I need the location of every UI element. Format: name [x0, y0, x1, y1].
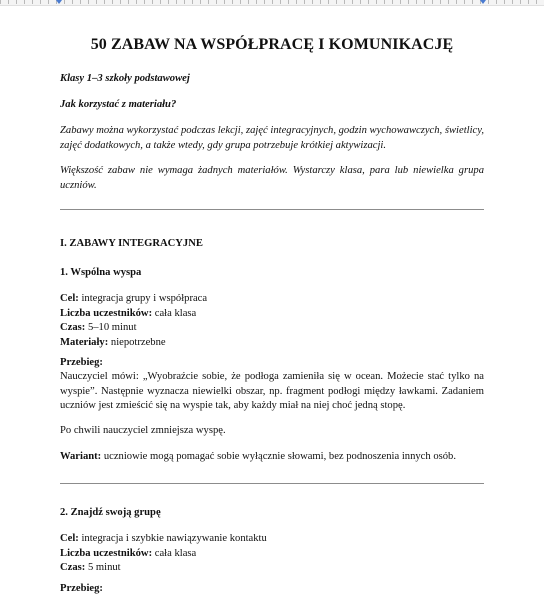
goal-value: integracja grupy i współpraca	[78, 293, 208, 304]
section-divider	[60, 209, 484, 210]
participants-value: cała klasa	[152, 307, 197, 319]
game-2-time	[60, 561, 484, 576]
game-1-participants	[60, 307, 484, 322]
game-1-meta	[60, 292, 484, 350]
game-1-time	[60, 321, 484, 336]
game-2-goal	[60, 532, 484, 547]
audience-line: Klasy 1–3 szkoły podstawowej	[60, 73, 190, 84]
how-to-heading: Jak korzystać z materiału?	[60, 99, 177, 110]
variant-label: Wariant:	[60, 451, 102, 462]
left-indent-marker[interactable]	[56, 0, 62, 4]
game-1-materials	[60, 336, 484, 351]
materials-value: niepotrzebne	[108, 336, 166, 348]
time-value: 5–10 minut	[85, 322, 137, 333]
goal-value: integracja i szybkie nawiązywanie kontaktu	[78, 533, 267, 544]
game-1-course-text: Nauczyciel mówi: „Wyobraźcie sobie, że podłoga zamieniła się w ocean. Możecie stać tylko na wyspie”. Następnie wyznacza niewielki obszar, np. fragment podłogi między ławkami. Zadaniem uczniów jest zmieścić się na wyspie tak, aby każdy miał na niej choć jedną stopę.	[60, 371, 484, 411]
game-1-title: 1. Wspólna wyspa	[60, 267, 142, 278]
section-heading: I. ZABAWY INTEGRACYJNE	[60, 238, 203, 249]
game-2-meta	[60, 532, 484, 576]
game-1-course-label: Przebieg:	[60, 357, 103, 368]
goal-label: Cel:	[60, 293, 79, 304]
ruler-ticks	[0, 0, 544, 4]
game-1-after-text: Po chwili nauczyciel zmniejsza wyspę.	[60, 425, 226, 436]
participants-label: Liczba uczestników:	[60, 307, 153, 319]
variant-value: uczniowie mogą pomagać sobie wyłącznie słowami, bez podnoszenia innych osób.	[101, 451, 456, 462]
intro-paragraph-2: Większość zabaw nie wymaga żadnych materiałów. Wystarczy klasa, para lub niewielka grupa uczniów.	[60, 165, 484, 191]
intro-paragraph-1: Zabawy można wykorzystać podczas lekcji, zajęć integracyjnych, godzin wychowawczych, świetlicy, zajęć dodatkowych, a także wtedy, gdy grupa potrzebuje krótkiej aktywizacji.	[60, 125, 484, 151]
time-value: 5 minut	[85, 562, 121, 573]
game-1-goal	[60, 292, 484, 307]
right-indent-marker[interactable]	[480, 0, 486, 4]
game-2-course-label: Przebieg:	[60, 583, 103, 594]
document-title: 50 ZABAW NA WSPÓŁPRACĘ I KOMUNIKACJĘ	[90, 36, 454, 53]
document-page	[0, 6, 544, 600]
game-divider	[60, 483, 484, 484]
participants-label: Liczba uczestników:	[60, 547, 153, 559]
participants-value: cała klasa	[152, 547, 197, 559]
goal-label: Cel:	[60, 533, 79, 544]
game-2-participants	[60, 547, 484, 562]
game-2-title: 2. Znajdź swoją grupę	[60, 507, 161, 518]
time-label: Czas:	[60, 322, 86, 333]
time-label: Czas:	[60, 562, 86, 573]
materials-label: Materiały:	[60, 336, 109, 348]
game-1-variant	[60, 450, 484, 465]
